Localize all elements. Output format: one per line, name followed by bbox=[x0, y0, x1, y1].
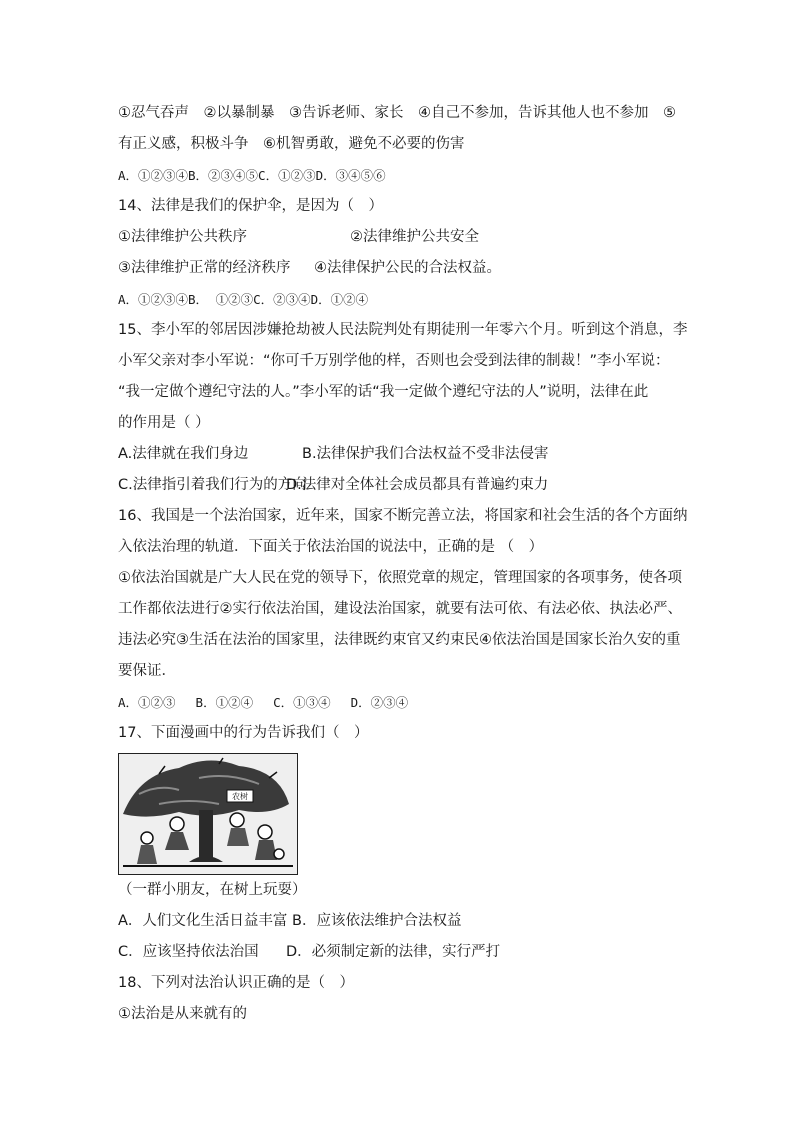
q17-options-row2 bbox=[118, 937, 688, 968]
q16-stem-line2: 入依法治理的轨道．下面关于依法治国的说法中，正确的是 （ ） bbox=[118, 539, 544, 555]
q16-body-line3: 违法必究③生活在法治的国家里，法律既约束官又约束民④依法治国是国家长治久安的重 bbox=[118, 632, 681, 648]
cartoon-image bbox=[118, 753, 298, 875]
q16-stem-line1: 16、我国是一个法治国家，近年来，国家不断完善立法，将国家和社会生活的各个方面纳 bbox=[118, 508, 688, 524]
q15-option-b: B.法律保护我们合法权益不受非法侵害 bbox=[302, 446, 549, 462]
q15-option-d: D.法律对全体社会成员都具有普遍约束力 bbox=[286, 477, 549, 493]
q14-items-row1 bbox=[118, 222, 688, 253]
cartoon-illustration bbox=[119, 754, 297, 874]
q14-item1: ①法律维护公共秩序 bbox=[118, 229, 247, 245]
q14-stem: 14、法律是我们的保护伞，是因为（ ） bbox=[118, 198, 383, 214]
q15-option-c: C.法律指引着我们行为的方向 bbox=[118, 477, 307, 493]
q14-item3: ③法律维护正常的经济秩序 bbox=[118, 260, 291, 276]
q15-stem-line2: 小军父亲对李小军说：“你可千万别学他的样，否则也会受到法律的制裁！”李小军说： bbox=[118, 353, 670, 369]
q16-options: A．①②③ B．①②④ C．①③④ D．②③④ bbox=[118, 695, 409, 710]
q14-item2: ②法律维护公共安全 bbox=[350, 229, 479, 245]
q15-option-a: A.法律就在我们身边 bbox=[118, 446, 249, 462]
q18-stem: 18、下列对法治认识正确的是（ ） bbox=[118, 975, 354, 991]
q15-stem-line4: 的作用是（ ） bbox=[118, 415, 210, 431]
q13-items-line2: 有正义感，积极斗争 ⑥机智勇敢，避免不必要的伤害 bbox=[118, 136, 465, 152]
q17-option-a: A．人们文化生活日益丰富 bbox=[118, 913, 288, 929]
q17-option-d: D．必须制定新的法律，实行严打 bbox=[286, 944, 501, 960]
q15-stem-line1: 15、李小军的邻居因涉嫌抢劫被人民法院判处有期徒刑一年零六个月。听到这个消息，李 bbox=[118, 322, 688, 338]
q14-options: A．①②③④B． ①②③C．②③④D．①②④ bbox=[118, 292, 369, 307]
q15-options-row2 bbox=[118, 470, 688, 501]
q16-body-line1: ①依法治国就是广大人民在党的领导下，依照党章的规定，管理国家的各项事务，使各项 bbox=[118, 570, 682, 586]
q17-caption: （一群小朋友，在树上玩耍） bbox=[118, 882, 307, 898]
q18-item1: ①法治是从来就有的 bbox=[118, 1006, 247, 1022]
q13-options: A．①②③④B．②③④⑤C．①②③D．③④⑤⑥ bbox=[118, 168, 386, 183]
q17-stem: 17、下面漫画中的行为告诉我们（ ） bbox=[118, 725, 369, 741]
q13-items-line1: ①忍气吞声 ②以暴制暴 ③告诉老师、家长 ④自己不参加，告诉其他人也不参加 ⑤ bbox=[118, 105, 676, 121]
q16-body-line4: 要保证． bbox=[118, 663, 176, 679]
q16-body-line2: 工作都依法进行②实行依法治国，建设法治国家，就要有法可依、有法必依、执法必严、 bbox=[118, 601, 682, 617]
q15-stem-line3: “我一定做个遵纪守法的人。”李小军的话“我一定做个遵纪守法的人”说明，法律在此 bbox=[118, 384, 649, 400]
q15-options-row1 bbox=[118, 439, 688, 470]
cartoon-sign-text: 农树 bbox=[232, 792, 248, 801]
exam-page bbox=[118, 98, 688, 1030]
q17-options-row1 bbox=[118, 906, 688, 937]
q17-option-b: B．应该依法维护合法权益 bbox=[292, 913, 462, 929]
q17-option-c: C．应该坚持依法治国 bbox=[118, 944, 259, 960]
q14-items-row2 bbox=[118, 253, 688, 284]
q14-item4: ④法律保护公民的合法权益。 bbox=[314, 260, 501, 276]
